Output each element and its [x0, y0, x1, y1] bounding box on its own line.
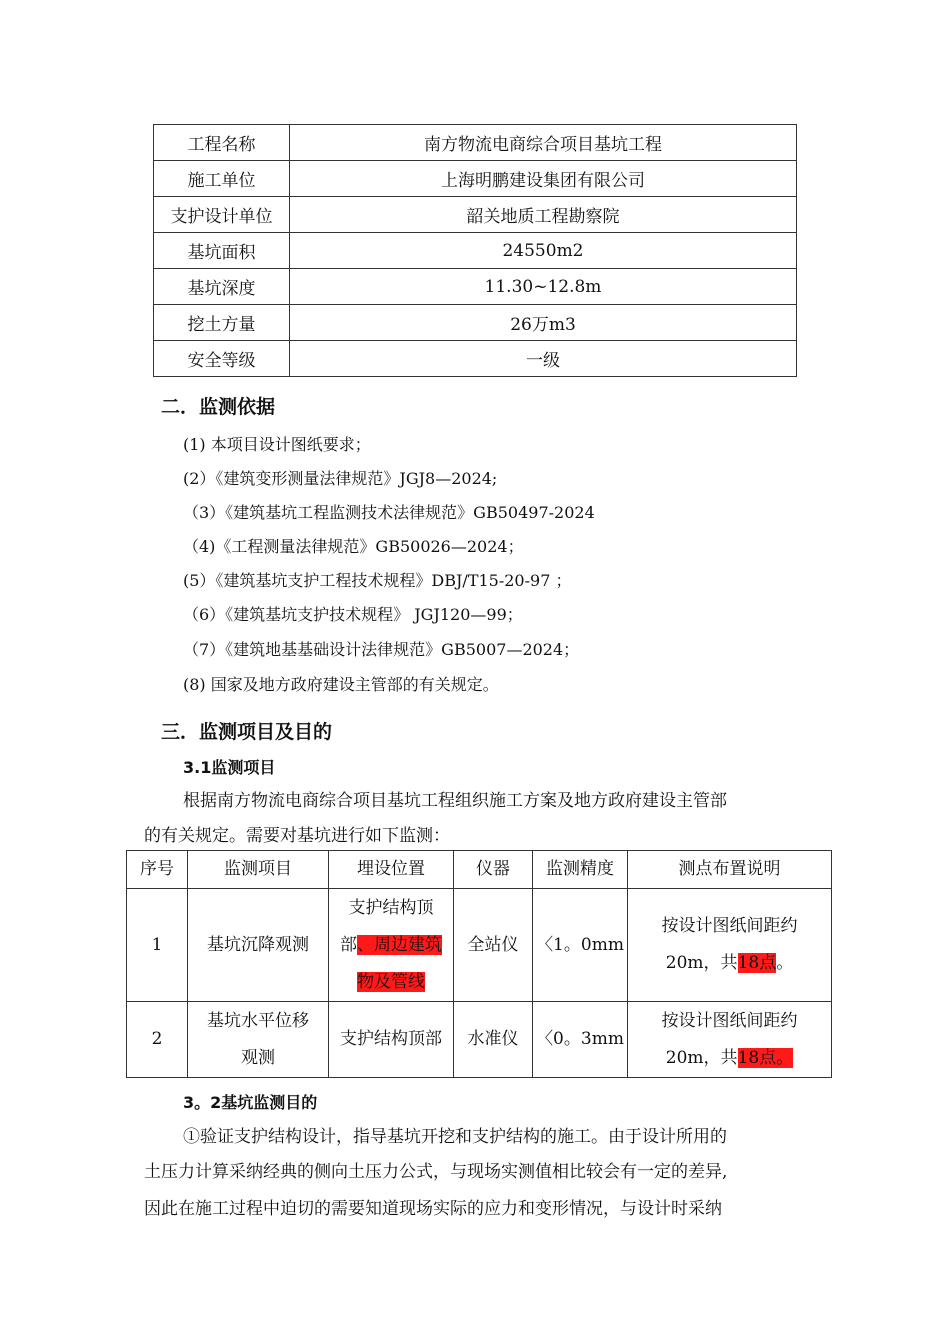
table-row	[154, 269, 797, 305]
paragraph-line: 根据南方物流电商综合项目基坑工程组织施工方案及地方政府建设主管部	[183, 791, 727, 811]
section-heading: 三．监测项目及目的	[161, 721, 333, 743]
description-text: 20m，共	[665, 953, 738, 973]
column-header: 监测精度	[533, 851, 628, 889]
description-text: 。	[776, 953, 794, 973]
info-value: 韶关地质工程勘察院	[290, 197, 797, 233]
layout-description	[628, 889, 832, 1002]
monitoring-table	[126, 850, 832, 1078]
column-header: 测点布置说明	[628, 851, 832, 889]
highlighted-text: 18点。	[737, 1047, 794, 1068]
table-row	[154, 197, 797, 233]
item-line: 观测	[241, 1047, 275, 1068]
position-text: 部	[340, 934, 357, 955]
install-position	[329, 889, 454, 1002]
highlighted-text: 18点	[737, 953, 777, 973]
info-label: 挖土方量	[154, 305, 290, 341]
paragraph-line: 因此在施工过程中迫切的需要知道现场实际的应力和变形情况，与设计时采纳	[144, 1199, 722, 1219]
table-row	[154, 233, 797, 269]
table-row	[154, 305, 797, 341]
info-label: 基坑深度	[154, 269, 290, 305]
precision: 〈0。3mm	[533, 1002, 628, 1078]
install-position: 支护结构顶部	[329, 1002, 454, 1078]
highlighted-text: 、周边建筑	[357, 934, 442, 955]
table-row	[154, 341, 797, 377]
project-info-table	[153, 124, 797, 377]
basis-item: (5）《建筑基坑支护工程技术规程》DBJ/T15-20-97 ；	[183, 571, 572, 590]
paragraph-line: 的有关规定。需要对基坑进行如下监测：	[144, 826, 450, 846]
info-label: 施工单位	[154, 161, 290, 197]
basis-item: (2）《建筑变形测量法律规范》JGJ8—2024;	[183, 469, 498, 488]
column-header: 埋设位置	[329, 851, 454, 889]
info-value: 11.30~12.8m	[290, 269, 797, 305]
info-label: 支护设计单位	[154, 197, 290, 233]
table-row	[154, 125, 797, 161]
basis-item: (8) 国家及地方政府建设主管部的有关规定。	[183, 675, 499, 694]
subsection-heading: 3。2基坑监测目的	[183, 1093, 318, 1112]
position-line	[329, 964, 453, 1001]
column-header: 监测项目	[188, 851, 329, 889]
precision: 〈1。0mm	[533, 889, 628, 1002]
paragraph-line: ①验证支护结构设计，指导基坑开挖和支护结构的施工。由于设计所用的	[183, 1127, 727, 1147]
column-header: 序号	[127, 851, 188, 889]
description-text: 20m，共	[665, 1047, 738, 1068]
row-number: 1	[127, 889, 188, 1002]
info-label: 工程名称	[154, 125, 290, 161]
description-line	[628, 945, 831, 982]
description-line: 按设计图纸间距约	[661, 916, 798, 936]
basis-item: (1) 本项目设计图纸要求；	[183, 435, 371, 454]
table-header-row	[127, 851, 832, 889]
instrument: 全站仪	[454, 889, 533, 1002]
basis-item: （7）《建筑地基基础设计法律规范》GB5007—2024；	[183, 640, 580, 659]
info-value: 26万m3	[290, 305, 797, 341]
info-value: 上海明鹏建设集团有限公司	[290, 161, 797, 197]
subsection-heading: 3.1监测项目	[183, 758, 276, 777]
description-line	[628, 1040, 831, 1077]
section-heading: 二．监测依据	[161, 396, 276, 418]
column-header: 仪器	[454, 851, 533, 889]
basis-item: （6）《建筑基坑支护技术规程》 JGJ120—99；	[183, 605, 523, 624]
row-number: 2	[127, 1002, 188, 1078]
info-label: 基坑面积	[154, 233, 290, 269]
item-line: 基坑水平位移	[207, 1010, 309, 1031]
description-line: 按设计图纸间距约	[661, 1010, 798, 1031]
position-line: 支护结构顶	[348, 897, 434, 918]
monitor-item: 基坑沉降观测	[188, 889, 329, 1002]
info-value: 南方物流电商综合项目基坑工程	[290, 125, 797, 161]
table-row	[154, 161, 797, 197]
info-label: 安全等级	[154, 341, 290, 377]
basis-item: （4)《工程测量法律规范》GB50026—2024；	[183, 537, 524, 556]
table-row	[127, 1002, 832, 1078]
paragraph-line: 土压力计算采纳经典的侧向土压力公式，与现场实测值相比较会有一定的差异,	[144, 1162, 728, 1182]
basis-item: （3）《建筑基坑工程监测技术法律规范》GB50497-2024	[183, 503, 595, 522]
monitor-item	[188, 1002, 329, 1078]
info-value: 24550m2	[290, 233, 797, 269]
table-row	[127, 889, 832, 1002]
highlighted-text: 物及管线	[357, 971, 425, 992]
layout-description	[628, 1002, 832, 1078]
instrument: 水准仪	[454, 1002, 533, 1078]
position-line	[329, 927, 453, 964]
info-value: 一级	[290, 341, 797, 377]
